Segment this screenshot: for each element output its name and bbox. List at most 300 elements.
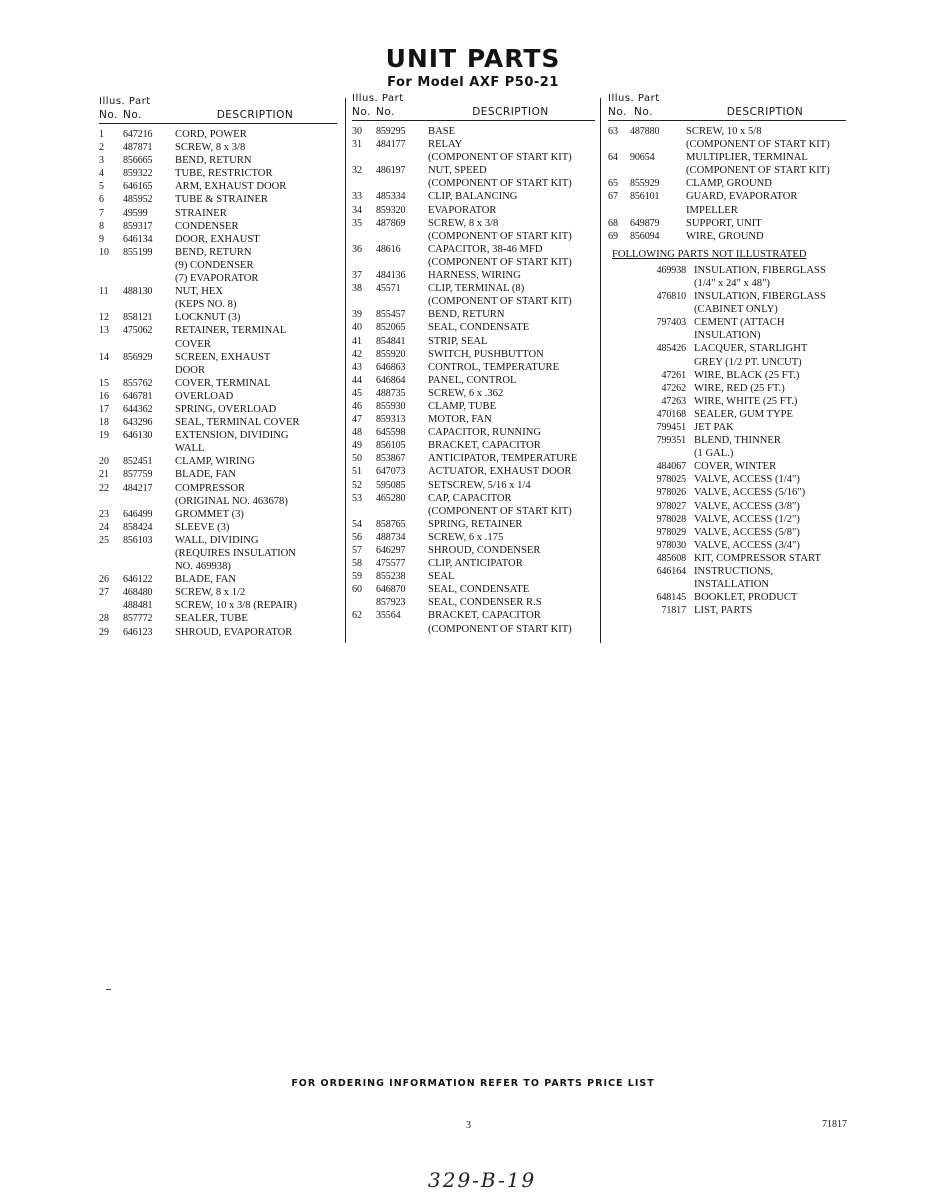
part-number: 47263: [661, 395, 686, 407]
part-number: [376, 177, 428, 190]
part-number: 855762: [123, 377, 153, 389]
table-row: [99, 599, 337, 612]
table-row: [99, 429, 337, 442]
table-row: [99, 390, 337, 403]
part-number: 647073: [376, 466, 406, 478]
part-number: [123, 560, 175, 573]
part-description: SCREW, 10 x 5/8: [686, 126, 762, 137]
part-description: (7) EVAPORATOR: [175, 273, 259, 285]
table-row: [99, 338, 337, 351]
illus-number: [352, 295, 376, 308]
table-row: [608, 190, 846, 203]
part-description: BOOKLET, PRODUCT: [694, 592, 798, 604]
table-row: [608, 329, 846, 342]
part-description: LOCKNUT (3): [175, 312, 241, 324]
part-description: WALL: [175, 443, 205, 455]
table-row: [352, 596, 595, 609]
part-number: 646123: [123, 626, 153, 638]
table-row: [608, 230, 846, 243]
table-row: [608, 164, 846, 177]
part-description: SEALER, TUBE: [175, 613, 248, 625]
illus-number: 16: [99, 390, 109, 402]
part-number: 485334: [376, 191, 406, 203]
part-description: INSULATION, FIBERGLASS: [694, 291, 826, 303]
part-number: 855457: [376, 309, 406, 321]
illus-number: 56: [352, 531, 362, 543]
table-row: [99, 324, 337, 337]
illus-number: [608, 552, 630, 565]
table-row: [99, 298, 337, 311]
part-description: SEAL, TERMINAL COVER: [175, 417, 300, 429]
header-illus: Illus.: [608, 93, 635, 104]
part-description: NUT, SPEED: [428, 165, 487, 177]
part-number: 859295: [376, 126, 406, 137]
part-description: COVER: [175, 338, 211, 350]
table-row: [352, 138, 595, 151]
part-number: 978028: [656, 513, 686, 525]
illus-number: 52: [352, 479, 362, 491]
part-description: COVER, WINTER: [694, 461, 777, 473]
illus-number: 51: [352, 466, 362, 478]
part-number: 488481: [123, 600, 153, 612]
part-number: 646781: [123, 390, 153, 402]
part-number: 47261: [661, 369, 686, 381]
illus-number: 26: [99, 574, 109, 586]
parts-column-2: [352, 92, 595, 636]
table-row: [608, 316, 846, 329]
page-title: UNIT PARTS: [385, 44, 561, 73]
illus-number: 58: [352, 558, 362, 570]
illus-number: [352, 256, 376, 269]
part-number: 487869: [376, 217, 406, 229]
part-description: INSTALLATION: [694, 579, 770, 591]
illus-number: [99, 298, 123, 311]
illus-number: [99, 495, 123, 508]
part-description: CAPACITOR, 38-46 MFD: [428, 243, 543, 255]
illus-number: [99, 259, 123, 272]
part-description: CLIP, TERMINAL (8): [428, 283, 525, 295]
table-row: [608, 395, 846, 408]
illus-number: 40: [352, 322, 362, 334]
illus-number: 59: [352, 571, 362, 583]
part-number: 978026: [656, 487, 686, 499]
part-number: 853867: [376, 453, 406, 465]
part-description: WIRE, WHITE (25 FT.): [694, 395, 798, 407]
table-row: [352, 479, 595, 492]
part-description: SCREEN, EXHAUST: [175, 351, 271, 363]
part-number: 852065: [376, 322, 406, 334]
table-row: [352, 439, 595, 452]
table-row: [352, 308, 595, 321]
header-illus: Illus.: [99, 96, 126, 107]
part-description: SCREW, 8 x 3/8: [428, 217, 499, 229]
part-number: [630, 164, 686, 177]
part-description: NUT, HEX: [175, 286, 224, 298]
part-number: 856094: [630, 230, 660, 242]
part-number: 649879: [630, 217, 660, 229]
table-row: [99, 180, 337, 193]
part-description: COVER, TERMINAL: [175, 377, 271, 389]
table-row: [608, 486, 846, 499]
table-row: [99, 233, 337, 246]
part-description: SHROUD, CONDENSER: [428, 545, 541, 556]
part-description: WIRE, GROUND: [686, 230, 764, 242]
illus-number: [608, 526, 630, 539]
illus-number: [608, 138, 630, 151]
table-row: [99, 193, 337, 206]
part-number: 646164: [656, 566, 686, 577]
part-description: CONTROL, TEMPERATURE: [428, 361, 560, 373]
part-description: TUBE & STRAINER: [175, 194, 268, 206]
not-illustrated-heading: FOLLOWING PARTS NOT ILLUSTRATED: [612, 248, 807, 260]
part-description: GREY (1/2 PT. UNCUT): [694, 356, 802, 368]
illus-number: [608, 277, 630, 290]
illus-number: 39: [352, 309, 362, 321]
table-row: [99, 534, 337, 547]
part-description: SCREW, 10 x 3/8 (REPAIR): [175, 600, 297, 612]
parts-column-3: [608, 92, 846, 617]
part-number: 643296: [123, 417, 153, 429]
table-row: [99, 246, 337, 259]
illus-number: 15: [99, 377, 109, 389]
part-number: 978030: [656, 539, 686, 551]
part-description: ACTUATOR, EXHAUST DOOR: [428, 466, 572, 478]
part-description: (COMPONENT OF START KIT): [428, 178, 572, 190]
part-number: 799451: [656, 421, 686, 433]
illus-number: 29: [99, 626, 109, 638]
part-number: 484177: [376, 139, 406, 151]
header-illus: Illus.: [352, 93, 379, 104]
table-row: [99, 560, 337, 573]
table-row: [352, 151, 595, 164]
table-row: [99, 311, 337, 324]
part-number: 595085: [376, 479, 406, 491]
illus-number: [608, 604, 630, 617]
part-description: CLIP, ANTICIPATOR: [428, 558, 523, 570]
illus-number: 64: [608, 152, 618, 164]
table-row: [608, 513, 846, 526]
table-row: [352, 413, 595, 426]
part-number: [630, 277, 694, 290]
part-number: 470168: [656, 408, 686, 420]
part-number: 49599: [123, 207, 148, 219]
illus-number: 57: [352, 545, 362, 556]
part-description: STRAINER: [175, 207, 227, 219]
part-number: [630, 578, 694, 591]
header-no: No.: [352, 106, 371, 118]
illus-number: [99, 599, 123, 612]
header-part: Part: [637, 93, 660, 104]
part-description: (COMPONENT OF START KIT): [428, 256, 572, 268]
part-description: VALVE, ACCESS (5/16"): [694, 487, 806, 499]
table-row: [99, 442, 337, 455]
illus-number: 60: [352, 584, 362, 596]
header-no: No.: [608, 106, 627, 118]
illus-number: 4: [99, 168, 104, 180]
table-row: [99, 285, 337, 298]
part-description: COMPRESSOR: [175, 482, 246, 494]
parts-list: [352, 125, 595, 636]
illus-number: 19: [99, 430, 109, 442]
table-row: [99, 455, 337, 468]
table-row: [352, 492, 595, 505]
illus-number: [352, 151, 376, 164]
part-number: 978029: [656, 526, 686, 538]
table-row: [608, 434, 846, 447]
illus-number: 48: [352, 427, 362, 439]
illus-number: 7: [99, 207, 104, 219]
part-number: 856929: [123, 351, 153, 363]
part-number: 855199: [123, 246, 153, 258]
part-description: BEND, RETURN: [428, 309, 505, 321]
column-header-top: [352, 92, 595, 105]
part-number: 468480: [123, 587, 153, 599]
illus-number: [608, 565, 630, 578]
part-number: 857759: [123, 469, 153, 481]
part-description: (COMPONENT OF START KIT): [686, 139, 830, 151]
part-number: 485608: [656, 552, 686, 564]
illus-number: [608, 434, 630, 447]
table-row: [608, 408, 846, 421]
illus-number: 67: [608, 191, 618, 203]
illus-number: 24: [99, 521, 109, 533]
table-row: [352, 164, 595, 177]
part-number: [630, 303, 694, 316]
table-row: [352, 177, 595, 190]
part-number: 486197: [376, 165, 406, 177]
part-number: [376, 623, 428, 636]
illus-number: [99, 442, 123, 455]
part-description: IMPELLER: [686, 204, 738, 216]
illus-number: 31: [352, 139, 362, 151]
part-number: [630, 204, 686, 217]
part-description: SCREW, 6 x .175: [428, 531, 504, 543]
part-number: 485952: [123, 194, 153, 206]
part-description: CLIP, BALANCING: [428, 191, 518, 203]
header-description: DESCRIPTION: [726, 106, 804, 118]
header-no: No.: [99, 109, 118, 121]
table-row: [352, 387, 595, 400]
parts-column-1: [99, 95, 337, 639]
part-description: (COMPONENT OF START KIT): [428, 230, 572, 242]
table-row: [99, 364, 337, 377]
part-number: 646864: [376, 374, 406, 386]
part-number: 855930: [376, 400, 406, 412]
part-number: 645598: [376, 427, 406, 439]
part-number: [123, 298, 175, 311]
part-description: (COMPONENT OF START KIT): [428, 505, 572, 517]
part-description: CEMENT (ATTACH: [694, 317, 785, 329]
table-row: [99, 495, 337, 508]
table-row: [99, 482, 337, 495]
part-description: (9) CONDENSER: [175, 259, 254, 271]
part-description: VALVE, ACCESS (3/8"): [694, 500, 800, 512]
parts-list: [608, 125, 846, 243]
table-row: [608, 125, 846, 138]
illus-number: 62: [352, 610, 362, 622]
part-number: 852451: [123, 456, 153, 468]
table-row: [608, 151, 846, 164]
part-number: 644362: [123, 403, 153, 415]
part-description: INSTRUCTIONS,: [694, 566, 774, 577]
part-description: CLAMP, TUBE: [428, 400, 497, 412]
illus-number: 47: [352, 414, 362, 426]
part-description: BLADE, FAN: [175, 574, 237, 586]
table-row: [608, 565, 846, 578]
table-row: [99, 141, 337, 154]
part-description: SLEEVE (3): [175, 521, 230, 533]
illus-number: 2: [99, 142, 104, 154]
part-number: 485426: [656, 343, 686, 355]
part-number: 856101: [630, 191, 660, 203]
part-number: 47262: [661, 382, 686, 394]
part-description: MULTIPLIER, TERMINAL: [686, 152, 808, 164]
table-row: [352, 452, 595, 465]
table-row: [608, 604, 846, 617]
illus-number: [99, 364, 123, 377]
illus-number: 3: [99, 155, 104, 167]
header-description: DESCRIPTION: [216, 109, 294, 121]
part-description: (COMPONENT OF START KIT): [686, 165, 830, 177]
table-row: [99, 272, 337, 285]
table-row: [99, 259, 337, 272]
table-row: [352, 230, 595, 243]
illus-number: 13: [99, 325, 109, 337]
illus-number: [608, 447, 630, 460]
part-number: 858765: [376, 518, 406, 530]
part-description: MOTOR, FAN: [428, 414, 492, 426]
model-subtitle: For Model AXF P50-21: [387, 75, 559, 90]
illus-number: 25: [99, 534, 109, 546]
table-row: [99, 468, 337, 481]
part-description: VALVE, ACCESS (1/2"): [694, 513, 800, 525]
illus-number: 14: [99, 351, 109, 363]
part-description: CLAMP, GROUND: [686, 178, 772, 190]
illus-number: 28: [99, 613, 109, 625]
table-row: [99, 128, 337, 141]
header-part: Part: [381, 93, 404, 104]
illus-number: 5: [99, 181, 104, 193]
part-description: WIRE, BLACK (25 FT.): [694, 369, 800, 381]
illus-number: [608, 473, 630, 486]
column-header: [99, 108, 337, 124]
part-number: 488734: [376, 531, 406, 543]
table-row: [608, 138, 846, 151]
part-description: GROMMET (3): [175, 508, 244, 520]
part-number: [376, 230, 428, 243]
part-description: SCREW, 8 x 3/8: [175, 142, 246, 154]
table-row: [99, 586, 337, 599]
part-description: CORD, POWER: [175, 129, 247, 140]
part-number: 648145: [656, 592, 686, 604]
column-header: [352, 105, 595, 121]
part-number: 646130: [123, 430, 153, 442]
illus-number: 20: [99, 456, 109, 468]
table-row: [99, 154, 337, 167]
table-row: [352, 335, 595, 348]
part-description: BEND, RETURN: [175, 155, 252, 167]
illus-number: 69: [608, 230, 618, 242]
part-number: 855238: [376, 571, 406, 583]
table-row: [352, 217, 595, 230]
table-row: [99, 626, 337, 639]
illus-number: 27: [99, 587, 109, 599]
part-number: 857772: [123, 613, 153, 625]
table-row: [99, 521, 337, 534]
illus-number: [608, 382, 630, 395]
part-number: 859317: [123, 220, 153, 232]
illus-number: [608, 460, 630, 473]
part-number: [123, 338, 175, 351]
illus-number: [608, 421, 630, 434]
part-description: EXTENSION, DIVIDING: [175, 430, 289, 442]
illus-number: [99, 338, 123, 351]
table-row: [352, 557, 595, 570]
table-row: [608, 177, 846, 190]
illus-number: 37: [352, 270, 362, 282]
part-number: [630, 329, 694, 342]
parts-list: [99, 128, 337, 639]
part-number: 488735: [376, 387, 406, 399]
part-description: HARNESS, WIRING: [428, 270, 521, 282]
part-description: VALVE, ACCESS (5/8"): [694, 526, 800, 538]
illus-number: [608, 329, 630, 342]
stray-mark: [106, 989, 111, 990]
table-row: [99, 220, 337, 233]
illus-number: 50: [352, 453, 362, 465]
header-part-no: No.: [376, 106, 395, 118]
part-number: 978025: [656, 474, 686, 486]
part-description: INSULATION, FIBERGLASS: [694, 264, 826, 276]
part-description: CLAMP, WIRING: [175, 456, 255, 468]
part-number: 799351: [656, 435, 686, 447]
table-row: [608, 277, 846, 290]
table-row: [608, 290, 846, 303]
part-number: 646165: [123, 181, 153, 193]
part-description: VALVE, ACCESS (1/4"): [694, 474, 800, 486]
part-number: 35564: [376, 610, 401, 622]
part-number: 646863: [376, 361, 406, 373]
part-description: GUARD, EVAPORATOR: [686, 191, 798, 203]
illus-number: [608, 591, 630, 604]
part-description: CAPACITOR, RUNNING: [428, 427, 542, 439]
table-row: [99, 207, 337, 220]
part-number: 646134: [123, 233, 153, 245]
illus-number: [352, 623, 376, 636]
part-number: [123, 547, 175, 560]
part-description: OVERLOAD: [175, 390, 234, 402]
illus-number: [608, 264, 630, 277]
part-number: 48616: [376, 243, 401, 255]
table-row: [608, 382, 846, 395]
table-row: [99, 508, 337, 521]
part-number: 484217: [123, 482, 153, 494]
header-part-no: No.: [634, 106, 653, 118]
illus-number: 36: [352, 243, 362, 255]
part-description: SEALER, GUM TYPE: [694, 408, 793, 420]
part-description: KIT, COMPRESSOR START: [694, 552, 821, 564]
part-number: 484136: [376, 270, 406, 282]
part-description: SEAL, CONDENSATE: [428, 322, 530, 334]
column-header: [608, 105, 846, 121]
part-number: [376, 151, 428, 164]
illus-number: [352, 230, 376, 243]
illus-number: 42: [352, 348, 362, 360]
table-row: [99, 377, 337, 390]
part-number: 858121: [123, 312, 153, 324]
table-row: [352, 361, 595, 374]
part-description: LACQUER, STARLIGHT: [694, 343, 808, 355]
